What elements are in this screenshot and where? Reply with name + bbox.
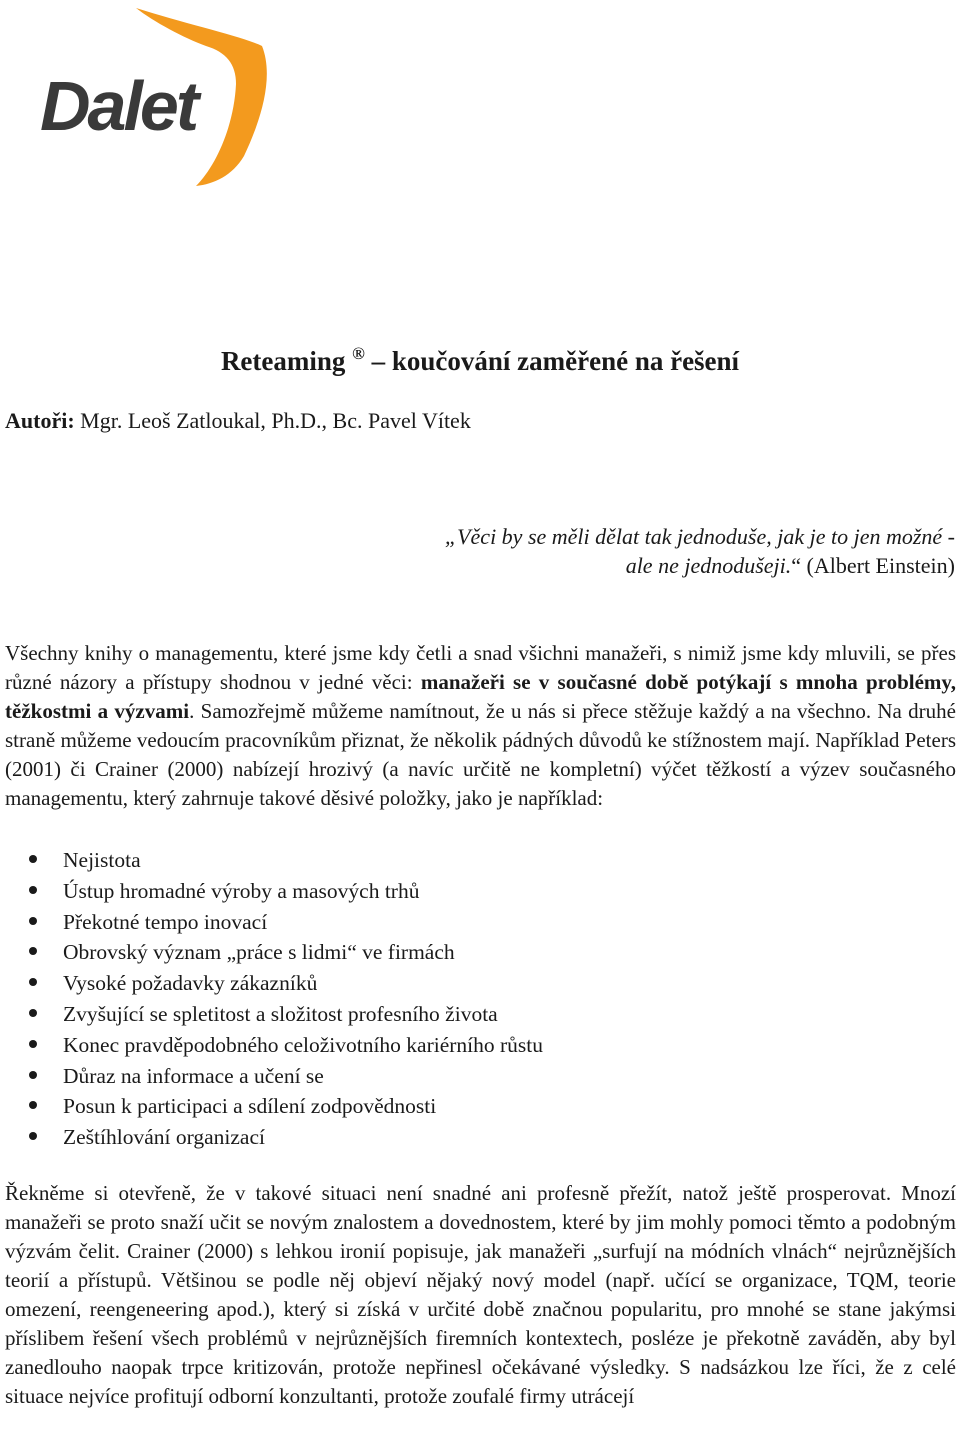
list-item-text: Zeštíhlování organizací xyxy=(63,1125,265,1150)
list-item xyxy=(0,907,960,938)
bullet-icon xyxy=(29,1101,37,1109)
list-item xyxy=(0,968,960,999)
bullet-icon xyxy=(29,1132,37,1140)
bullet-icon xyxy=(29,1009,37,1017)
list-item xyxy=(0,1061,960,1092)
list-item xyxy=(0,845,960,876)
list-item xyxy=(0,937,960,968)
list-item xyxy=(0,1030,960,1061)
title-main: Reteaming xyxy=(220,346,346,376)
list-item-text: Překotné tempo inovací xyxy=(63,909,268,934)
list-item-text: Vysoké požadavky zákazníků xyxy=(63,971,318,996)
list-item xyxy=(0,1122,960,1153)
logo-text: Dalet xyxy=(40,67,197,145)
list-item xyxy=(0,1091,960,1122)
list-item-text: Nejistota xyxy=(63,848,141,872)
paragraph-second: Řekněme si otevřeně, že v takové situaci není snadné ani profesně přežít, natož ještě prosperovat. Mnozí manažeři se proto snaží učit se novým znalostem a dovednostem, které by jim mohly pomoci těmto a podobným výzvám čelit. Crainer (2000) s lehkou ironií popisuje, jak manažeři „surfují na módních vlnách“ nejrůznějších teorií a přístupů. Většinou se podle něj objeví nějaký nový model (např. učící se organizace, TQM, teorie omezení, reengeneering apod.), který si získá v určité době značnou popularitu, pro mnohé se stane jakýmsi příslibem řešení všech problémů v nejrůznějších firemních kontextech, posléze je překotně zaváděn, aby byl zanedlouho naopak trpce kritizován, protože nepřinesl očekávané výsledky. S nadsázkou lze říci, že z celé situace nejvíce profitují odborní konzultanti, protože zoufalé firmy utrácejí xyxy=(5,1181,956,1408)
authors-names: Mgr. Leoš Zatloukal, Ph.D., Bc. Pavel Vítek xyxy=(74,408,471,433)
registered-mark: ® xyxy=(352,344,365,363)
p1-text-bold: manažeři se v současné době potýkají s mnoha problémy, těžkostmi a výzvami xyxy=(5,670,956,723)
authors-line xyxy=(5,405,471,437)
list-item xyxy=(0,999,960,1030)
challenges-list xyxy=(0,845,960,1153)
list-item-text: Obrovský význam „práce s lidmi“ ve firmách xyxy=(63,940,455,965)
authors-label: Autoři: xyxy=(5,408,75,433)
list-item-text: Konec pravděpodobného celoživotního kariérního růstu xyxy=(63,1032,544,1057)
list-item-text: Důraz na informace a učení se xyxy=(63,1063,324,1088)
list-item-text: Posun k participaci a sdílení zodpovědnosti xyxy=(63,1094,437,1119)
quote-line-2: ale ne jednodušeji. xyxy=(625,553,792,578)
list-item xyxy=(0,876,960,907)
title-rest: – koučování zaměřené na řešení xyxy=(364,346,740,376)
dalet-logo xyxy=(36,6,268,188)
bullet-icon xyxy=(29,855,37,863)
bullet-icon xyxy=(29,1071,37,1079)
list-item-text: Zvyšující se spletitost a složitost profesního života xyxy=(63,1001,498,1026)
quote-line-1: „Věci by se měli dělat tak jednoduše, jak je to jen možné - xyxy=(444,524,955,549)
document-title xyxy=(0,340,960,382)
paragraph-intro xyxy=(5,639,956,813)
bullet-icon xyxy=(29,1040,37,1048)
epigraph-quote xyxy=(315,522,955,580)
bullet-icon xyxy=(29,917,37,925)
p1-text-a: Všechny knihy o managementu, které jsme kdy četli a snad všichni manažeři, s nimiž jsme kdy mluvili, se přes různé názory a přístupy shodnou v jedné věci: xyxy=(5,641,956,694)
p1-text-c: . Samozřejmě můžeme namítnout, že u nás si přece stěžuje každý a na všechno. Na druhé straně můžeme vedoucím pracovníkům přiznat, že několik pádných důvodů ke stížnostem mají. Například Peters (2001) či Crainer (2000) nabízejí hrozivý (a navíc určitě ne kompletní) výčet těžkostí a výzev současného managementu, který zahrnuje takové děsivé položky, jako je například: xyxy=(5,699,956,810)
list-item-text: Ústup hromadné výroby a masových trhů xyxy=(63,878,420,903)
quote-attribution: “ (Albert Einstein) xyxy=(791,553,955,578)
bullet-icon xyxy=(29,978,37,986)
bullet-icon xyxy=(29,886,37,894)
bullet-icon xyxy=(29,947,37,955)
dalet-logo-graphic xyxy=(36,6,268,188)
